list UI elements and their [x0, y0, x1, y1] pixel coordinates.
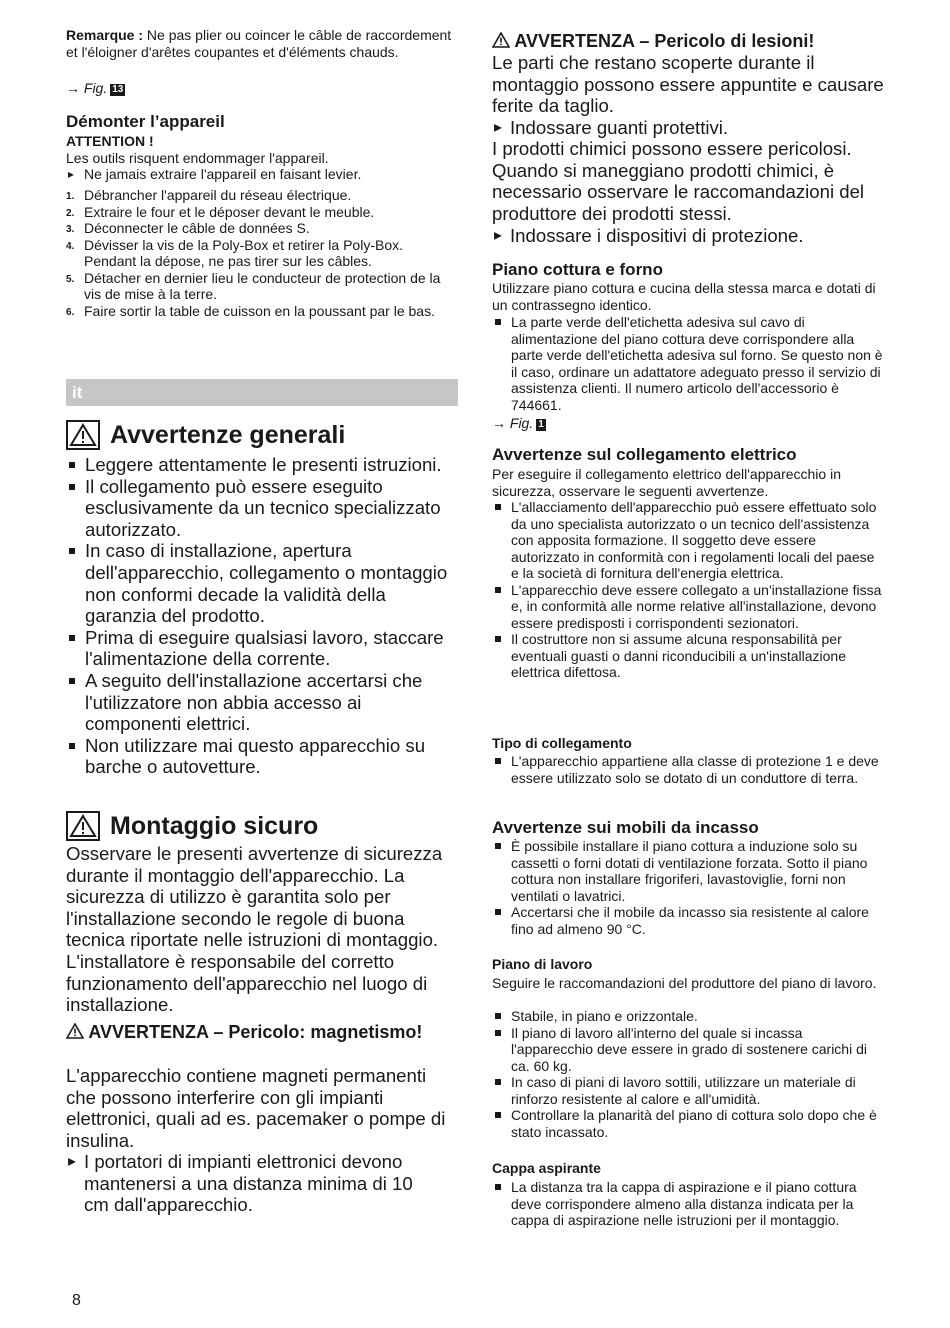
list-item: Il piano di lavoro all'interno del quale si incassa l'apparecchio deve essere in grado di sostenere carichi di ca. 60 kg. [492, 1025, 884, 1075]
lesioni-text-2: I prodotti chimici possono essere pericolosi. Quando si maneggiano prodotti chimici, è necessario osservare le raccomandazioni del produttore dei prodotti stessi. [492, 138, 865, 224]
mobili-heading: Avvertenze sui mobili da incasso [492, 818, 759, 837]
montaggio-text: Osservare le presenti avvertenze di sicurezza durante il montaggio dell'apparecchio. La sicurezza di utilizzo è garantita solo per l'installazione secondo le regole di buona tecnica riportate nelle istruzioni di montaggio. L'installatore è responsabile del corretto funzionamento dell'apparecchio nel luogo di installazione. [66, 843, 443, 1016]
language-tab-it [66, 379, 458, 406]
figure-number-badge: 13 [112, 84, 124, 95]
tipo-collegamento-heading: Tipo di collegamento [492, 735, 632, 751]
list-item: In caso di installazione, apertura dell'apparecchio, collegamento o montaggio non conformi decade la validità della garanzia del prodotto. [66, 540, 458, 626]
list-item: La parte verde dell'etichetta adesiva sul cavo di alimentazione del piano cottura deve corrispondere alla parte verde dell'etichetta adesiva sul forno. Se questo non è il caso, ordinare un adattatore adeguato presso il servizio di assistenza clienti. Il numero articolo dell'accessorio è 744661. [492, 314, 884, 413]
remarque-label: Remarque : [66, 27, 144, 43]
list-item: L'apparecchio deve essere collegato a un'installazione fissa e, in conformità alle norme relative all'installazione, devono essere predisposti i corrispondenti sezionatori. [492, 582, 884, 632]
demonter-steps [66, 187, 458, 319]
step-text: Déconnecter le câble de données S. [84, 220, 310, 236]
cappa-list [492, 1179, 884, 1229]
list-item: È possibile installare il piano cottura a induzione solo su cassetti o forni dotati di ventilazione forzata. Sotto il piano cottura non installare frigoriferi, lavastoviglie, forni non ventilati o lavatrici. [492, 838, 884, 904]
remarque-text: Ne pas plier ou coincer le câble de raccordement et l'éloigner d'arêtes coupantes et d'éléments chauds. [66, 27, 452, 60]
attention-action: ▸ Ne jamais extraire l'appareil en faisant levier. [66, 166, 458, 183]
lesioni-warning-heading [492, 31, 814, 52]
list-item: L'allacciamento dell'apparecchio può essere effettuato solo da uno specialista autorizzato o un tecnico dell'assistenza con apposita formazione. Il soggetto deve essere autorizzato in conformità con i regolamenti locali del paese e la società di fornitura dell'energia elettrica. [492, 499, 884, 582]
step-text: Faire sortir la table de cuisson en la poussant par le bas. [84, 302, 435, 319]
tipo-collegamento-list [492, 753, 884, 786]
piano-lavoro-text: Seguire le raccomandazioni del produttore del piano di lavoro. [492, 975, 877, 991]
figure-reference-label: → Fig. [492, 415, 534, 431]
step-item [66, 303, 458, 320]
lesioni-action-2: ▸ Indossare i dispositivi di protezione. [492, 225, 884, 247]
step-number: 1. [66, 191, 75, 202]
avvertenze-generali-heading [66, 420, 345, 450]
warning-icon [492, 32, 510, 48]
elettrico-list [492, 499, 884, 681]
remarque-note [66, 27, 458, 60]
step-text: Dévisser la vis de la Poly-Box et retirer la Poly-Box. Pendant la dépose, ne pas tirer sur les câbles. [84, 236, 403, 269]
montaggio-sicuro-title: Montaggio sicuro [110, 812, 319, 840]
lesioni-text-1: Le parti che restano scoperte durante il montaggio possono essere appuntite e causare ferite da taglio. [492, 52, 884, 117]
list-item: Controllare la planarità del piano di cottura solo dopo che è stato incassato. [492, 1107, 884, 1140]
list-item: Il collegamento può essere eseguito esclusivamente da un tecnico specializzato autorizzato. [66, 476, 458, 541]
magnetismo-action: ▸ I portatori di impianti elettronici devono mantenersi a una distanza minima di 10 cm dall'apparecchio. [66, 1151, 440, 1216]
step-number: 6. [66, 306, 75, 318]
cappa-heading: Cappa aspirante [492, 1160, 601, 1176]
page-number: 8 [72, 1292, 81, 1309]
montaggio-sicuro-heading [66, 811, 318, 841]
list-item: In caso di piani di lavoro sottili, utilizzare un materiale di rinforzo resistente al calore e all'umidità. [492, 1074, 884, 1107]
mobili-list [492, 838, 884, 937]
list-item: Prima di eseguire qualsiasi lavoro, staccare l'alimentazione della corrente. [66, 627, 458, 670]
attention-label: ATTENTION ! [66, 133, 154, 149]
step-item [66, 237, 458, 270]
step-item [66, 220, 458, 237]
language-tag: it [72, 383, 83, 402]
list-item: La distanza tra la cappa di aspirazione e il piano cottura deve corrispondere almeno alla distanza indicata per la cappa di aspirazione nelle istruzioni per il montaggio. [492, 1179, 884, 1229]
list-item: Non utilizzare mai questo apparecchio su barche o autovetture. [66, 735, 458, 778]
piano-lavoro-heading: Piano di lavoro [492, 956, 593, 972]
avvertenze-generali-title: Avvertenze generali [110, 421, 346, 449]
piano-forno-heading: Piano cottura e forno [492, 260, 663, 279]
step-number: 5. [66, 273, 75, 285]
figure-number-badge: 1 [538, 419, 544, 430]
magnetismo-text: L'apparecchio contiene magneti permanenti che possono interferire con gli impianti elettronici, quali ad es. pacemaker o pompe di insulina. [66, 1065, 446, 1151]
step-item [66, 187, 458, 204]
magnetismo-warning-heading [66, 1022, 458, 1043]
warning-icon [66, 1023, 84, 1039]
step-text: Extraire le four et le déposer devant le meuble. [84, 203, 375, 220]
figure-reference [66, 80, 125, 97]
step-item [66, 204, 458, 221]
demonter-heading: Démonter l’appareil [66, 112, 225, 131]
figure-reference-label: → Fig. [66, 80, 108, 96]
attention-text: Les outils risquent endommager l'appareil. [66, 150, 329, 166]
elettrico-heading: Avvertenze sul collegamento elettrico [492, 445, 797, 464]
list-item: A seguito dell'installazione accertarsi che l'utilizzatore non abbia accesso ai componenti elettrici. [66, 670, 458, 735]
figure-reference [492, 415, 546, 432]
avvertenze-generali-list [66, 454, 458, 778]
step-item [66, 270, 458, 303]
lesioni-action-1: ▸ Indossare guanti protettivi. [492, 117, 884, 139]
piano-forno-list [492, 314, 884, 413]
step-number: 4. [66, 240, 75, 252]
step-text: Détacher en dernier lieu le conducteur de protection de la vis de mise à la terre. [84, 269, 441, 302]
list-item: Il costruttore non si assume alcuna responsabilità per eventuali guasti o danni riconducibili a un'installazione elettrica difettosa. [492, 631, 884, 681]
lesioni-title: AVVERTENZA – Pericolo di lesioni! [514, 31, 815, 51]
step-number: 3. [66, 224, 75, 235]
piano-lavoro-list [492, 1008, 884, 1140]
step-number: 2. [66, 207, 75, 219]
elettrico-text: Per eseguire il collegamento elettrico dell'apparecchio in sicurezza, osservare le seguenti avvertenze. [492, 466, 841, 499]
list-item: Accertarsi che il mobile da incasso sia resistente al calore fino ad almeno 90 °C. [492, 904, 884, 937]
list-item: Stabile, in piano e orizzontale. [492, 1008, 884, 1025]
warning-icon [66, 420, 100, 450]
magnetismo-title: AVVERTENZA – Pericolo: magnetismo! [88, 1022, 423, 1042]
warning-icon [66, 811, 100, 841]
list-item: Leggere attentamente le presenti istruzioni. [66, 454, 458, 476]
piano-forno-text: Utilizzare piano cottura e cucina della stessa marca e dotati di un contrassegno identico. [492, 280, 876, 313]
step-text: Débrancher l'appareil du réseau électrique. [84, 187, 352, 203]
list-item: L'apparecchio appartiene alla classe di protezione 1 e deve essere utilizzato solo se dotato di un conduttore di terra. [492, 753, 884, 786]
